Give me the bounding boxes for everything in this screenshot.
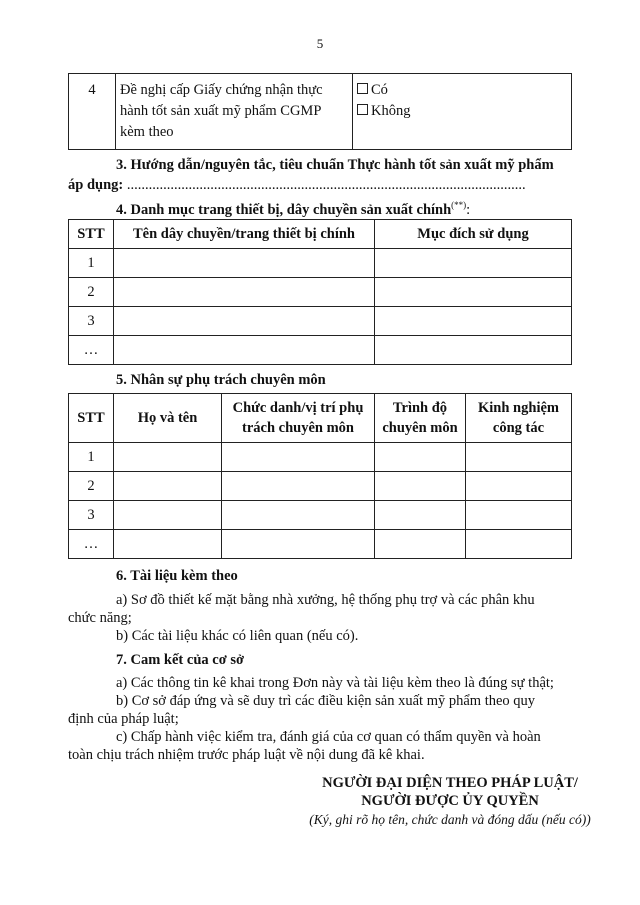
table-cell[interactable] [222, 530, 375, 559]
section-4-title: 4. Danh mục trang thiết bị, dây chuyền sản xuất chính [116, 201, 452, 218]
section-6-heading: 6. Tài liệu kèm theo [116, 568, 238, 584]
table-cell[interactable] [114, 472, 222, 501]
row-number: 3 [69, 307, 114, 336]
row-description-line: kèm theo [120, 124, 174, 140]
table-cell[interactable] [466, 530, 572, 559]
col-header-equipment: Tên dây chuyền/trang thiết bị chính [114, 220, 375, 249]
table-cell[interactable] [466, 443, 572, 472]
row-number: 3 [69, 501, 114, 530]
signature-title-2: NGƯỜI ĐƯỢC ỦY QUYỀN [361, 793, 539, 809]
request-row-table [68, 73, 572, 150]
section-3-applied-label: áp dụng: [68, 177, 124, 193]
table-cell[interactable] [375, 249, 572, 278]
row-number: 4 [69, 74, 116, 150]
section-5-heading: 5. Nhân sự phụ trách chuyên môn [116, 372, 326, 388]
table-header-row [69, 220, 572, 249]
section-3-applied [68, 175, 572, 195]
checkbox-icon[interactable] [357, 83, 368, 94]
table-row [69, 501, 572, 530]
col-header-stt: STT [69, 220, 114, 249]
col-header-purpose: Mục đích sử dụng [375, 220, 572, 249]
page-number: 5 [316, 36, 324, 51]
table-cell[interactable] [114, 443, 222, 472]
section-7-item-b: b) Cơ sở đáp ứng và sẽ duy trì các điều kiện sản xuất mỹ phẩm theo quy [116, 693, 536, 709]
col-header-name: Họ và tên [114, 394, 222, 443]
table-cell[interactable] [375, 443, 466, 472]
col-header-qualification [375, 394, 466, 443]
section-7-heading: 7. Cam kết của cơ sở [116, 652, 245, 668]
footnote-marker: (**) [451, 200, 467, 210]
section-7-item-c-cont: toàn chịu trách nhiệm trước pháp luật về nội dung đã kê khai. [68, 747, 425, 763]
checkbox-icon[interactable] [357, 104, 368, 115]
section-6-item-b: b) Các tài liệu khác có liên quan (nếu có). [116, 628, 359, 644]
col-header-position-line: trách chuyên môn [242, 420, 354, 436]
table-cell[interactable] [114, 278, 375, 307]
table-row [69, 336, 572, 365]
row-number: 1 [69, 249, 114, 278]
row-number: 1 [69, 443, 114, 472]
table-row [69, 443, 572, 472]
section-3-heading: 3. Hướng dẫn/nguyên tắc, tiêu chuẩn Thực hành tốt sản xuất mỹ phẩm [116, 157, 554, 173]
col-header-experience [466, 394, 572, 443]
option-no[interactable] [357, 101, 567, 122]
signature-title-1: NGƯỜI ĐẠI DIỆN THEO PHÁP LUẬT/ [322, 775, 578, 791]
table-cell[interactable] [114, 307, 375, 336]
table-row [69, 249, 572, 278]
table-cell[interactable] [466, 501, 572, 530]
row-number: … [69, 530, 114, 559]
signature-note: (Ký, ghi rõ họ tên, chức danh và đóng dấu (nếu có)) [309, 812, 591, 827]
table-cell[interactable] [222, 501, 375, 530]
table-header-row [69, 394, 572, 443]
row-options [353, 74, 572, 150]
table-cell[interactable] [114, 249, 375, 278]
section-4-heading [68, 195, 620, 220]
table-cell[interactable] [375, 530, 466, 559]
section-7-item-b-cont: định của pháp luật; [68, 711, 179, 727]
table-row [69, 278, 572, 307]
table-cell[interactable] [375, 501, 466, 530]
section-7-item-c: c) Chấp hành việc kiểm tra, đánh giá của cơ quan có thẩm quyền và hoàn [116, 729, 541, 745]
option-no-label: Không [371, 103, 411, 119]
col-header-position [222, 394, 375, 443]
table-row [69, 307, 572, 336]
row-number: … [69, 336, 114, 365]
table-row [69, 74, 572, 150]
table-cell[interactable] [114, 530, 222, 559]
row-description [116, 74, 353, 150]
row-description-line: Đề nghị cấp Giấy chứng nhận thực [120, 82, 323, 98]
col-header-experience-line: Kinh nghiệm [478, 400, 559, 416]
table-cell[interactable] [222, 443, 375, 472]
section-6-item-a-cont: chức năng; [68, 610, 132, 626]
table-cell[interactable] [375, 278, 572, 307]
col-header-position-line: Chức danh/vị trí phụ [232, 400, 364, 416]
table-row [69, 472, 572, 501]
table-cell[interactable] [375, 336, 572, 365]
col-header-stt: STT [69, 394, 114, 443]
col-header-qualification-line: chuyên môn [382, 420, 458, 436]
table-cell[interactable] [114, 501, 222, 530]
table-cell[interactable] [375, 307, 572, 336]
row-number: 2 [69, 472, 114, 501]
row-description-line: hành tốt sản xuất mỹ phẩm CGMP [120, 103, 322, 119]
table-cell[interactable] [222, 472, 375, 501]
table-cell[interactable] [466, 472, 572, 501]
col-header-experience-line: công tác [492, 420, 545, 436]
table-row [69, 530, 572, 559]
section-6-item-a: a) Sơ đồ thiết kế mặt bằng nhà xưởng, hệ thống phụ trợ và các phân khu [116, 592, 535, 608]
table-cell[interactable] [375, 472, 466, 501]
section-3-fill-line: .............................................................................................................. [123, 177, 526, 193]
section-7-item-a: a) Các thông tin kê khai trong Đơn này và tài liệu kèm theo là đúng sự thật; [116, 675, 554, 691]
personnel-table [68, 393, 572, 559]
col-header-qualification-line: Trình độ [392, 400, 448, 416]
option-yes[interactable] [357, 80, 567, 101]
equipment-table [68, 219, 572, 365]
table-cell[interactable] [114, 336, 375, 365]
section-4-colon: : [466, 201, 471, 218]
option-yes-label: Có [371, 82, 388, 98]
row-number: 2 [69, 278, 114, 307]
